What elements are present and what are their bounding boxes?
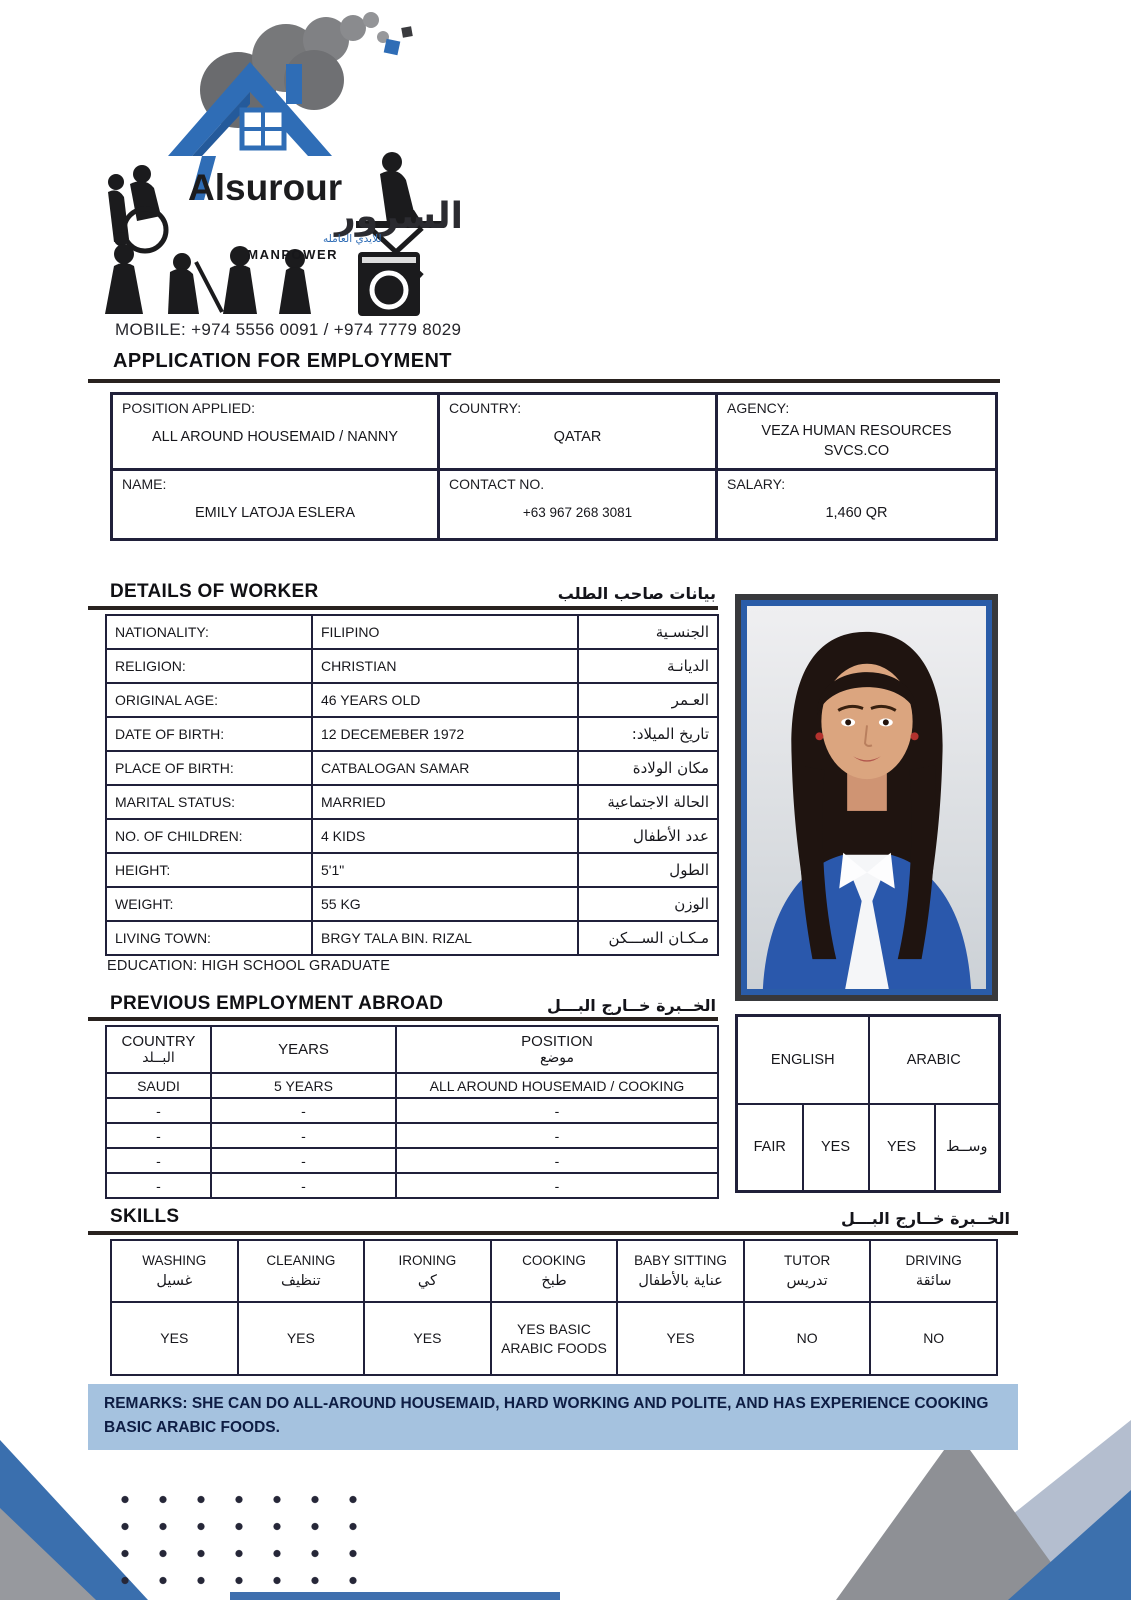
skill-value: NO	[744, 1302, 871, 1375]
skills-title: SKILLS	[110, 1206, 180, 1227]
skills-section-head	[110, 1206, 1010, 1228]
detail-arabic: تاريخ الميلاد:	[578, 717, 718, 751]
details-row	[106, 819, 718, 853]
employment-years: -	[211, 1098, 396, 1123]
detail-arabic: مـكـان الســـكن	[578, 921, 718, 955]
detail-arabic: عدد الأطفال	[578, 819, 718, 853]
employment-header-row	[106, 1026, 718, 1073]
detail-value: CATBALOGAN SAMAR	[312, 751, 578, 785]
contact-label: CONTACT NO.	[449, 476, 545, 492]
employment-position: -	[396, 1123, 718, 1148]
logo-tagline-arabic: للايدي العامله	[323, 233, 382, 245]
earring-icon	[911, 732, 919, 740]
details-row	[106, 717, 718, 751]
employment-position: ALL AROUND HOUSEMAID / COOKING	[396, 1073, 718, 1098]
decor-dots-grid	[100, 1480, 372, 1592]
detail-arabic: مكان الولادة	[578, 751, 718, 785]
detail-label: MARITAL STATUS:	[106, 785, 312, 819]
detail-value: 5'1"	[312, 853, 578, 887]
logo-brand-latin: Alsurour	[188, 167, 343, 208]
detail-label: LIVING TOWN:	[106, 921, 312, 955]
skill-name-en: TUTOR	[783, 1253, 831, 1268]
skills-value-row	[111, 1302, 997, 1375]
name-label: NAME:	[122, 476, 167, 492]
page-title: APPLICATION FOR EMPLOYMENT	[113, 350, 452, 372]
details-title: DETAILS OF WORKER	[110, 581, 319, 602]
salary-cell	[717, 470, 997, 540]
detail-arabic: الديانـة	[578, 649, 718, 683]
decor-strip-blue	[230, 1592, 560, 1600]
english-level: FAIR	[737, 1104, 803, 1192]
skill-name-en: BABY SITTING	[634, 1253, 727, 1268]
position-applied-cell	[112, 394, 439, 470]
detail-value: CHRISTIAN	[312, 649, 578, 683]
skill-name-ar: كي	[417, 1273, 437, 1289]
skill-header	[744, 1240, 871, 1302]
position-applied-value: ALL AROUND HOUSEMAID / NANNY	[151, 429, 398, 445]
detail-value: 46 YEARS OLD	[312, 683, 578, 717]
agency-value: VEZA HUMAN RESOURCES SVCS.CO	[761, 423, 952, 459]
detail-label: PLACE OF BIRTH:	[106, 751, 312, 785]
details-title-arabic: بيانات صاحب الطلب	[557, 584, 716, 603]
detail-value: BRGY TALA BIN. RIZAL	[312, 921, 578, 955]
detail-label: HEIGHT:	[106, 853, 312, 887]
detail-label: NATIONALITY:	[106, 615, 312, 649]
position-header-en: POSITION	[521, 1033, 593, 1050]
employment-divider	[88, 1017, 718, 1021]
detail-arabic: العـمر	[578, 683, 718, 717]
country-cell	[439, 394, 717, 470]
skill-name-ar: عناية بالأطفال	[638, 1273, 723, 1289]
employment-years: 5 YEARS	[211, 1073, 396, 1098]
details-row	[106, 887, 718, 921]
employment-years: -	[211, 1148, 396, 1173]
agency-logo	[90, 4, 480, 322]
name-value: EMILY LATOJA ESLERA	[194, 505, 356, 521]
country-header-en: COUNTRY	[121, 1033, 196, 1050]
employment-title: PREVIOUS EMPLOYMENT ABROAD	[110, 993, 444, 1014]
details-divider	[88, 606, 718, 610]
skill-header	[238, 1240, 365, 1302]
skill-name-en: WASHING	[142, 1253, 207, 1268]
skill-name-ar: طبخ	[541, 1273, 567, 1289]
contact-value: +63 967 268 3081	[522, 505, 633, 520]
employment-country: SAUDI	[106, 1073, 211, 1098]
skill-name-ar: تدريس	[786, 1273, 828, 1289]
english-header: ENGLISH	[737, 1016, 869, 1104]
skills-title-arabic: الخــبرة خــارج البـــل	[841, 1209, 1010, 1228]
languages-value-row	[737, 1104, 1000, 1192]
worker-photo-frame	[735, 594, 998, 1001]
details-row	[106, 751, 718, 785]
employment-table	[105, 1025, 719, 1199]
title-divider	[88, 379, 1000, 383]
employment-position: -	[396, 1098, 718, 1123]
details-row	[106, 649, 718, 683]
details-section-head	[110, 581, 716, 603]
skill-value: YES	[111, 1302, 238, 1375]
employment-row	[106, 1098, 718, 1123]
application-table	[110, 392, 998, 541]
languages-header-row	[737, 1016, 1000, 1104]
detail-label: WEIGHT:	[106, 887, 312, 921]
skill-value: YES	[617, 1302, 744, 1375]
name-cell	[112, 470, 439, 540]
skill-name-en: DRIVING	[905, 1253, 962, 1268]
arabic-yes: YES	[869, 1104, 935, 1192]
employment-position-header	[396, 1026, 718, 1073]
details-row	[106, 615, 718, 649]
skill-name-en: IRONING	[398, 1253, 457, 1268]
details-row	[106, 853, 718, 887]
employment-country: -	[106, 1173, 211, 1198]
skill-name-en: COOKING	[522, 1253, 586, 1268]
mobile-line: MOBILE: +974 5556 0091 / +974 7779 8029	[115, 320, 462, 339]
skill-value: YES BASIC ARABIC FOODS	[491, 1302, 618, 1375]
washing-machine-icon	[358, 252, 420, 316]
employment-years: -	[211, 1173, 396, 1198]
employment-row	[106, 1123, 718, 1148]
employment-country-header	[106, 1026, 211, 1073]
skill-header	[364, 1240, 491, 1302]
skill-header	[617, 1240, 744, 1302]
employment-section-head	[110, 993, 716, 1015]
logo-brand-arabic: السرور	[335, 196, 463, 237]
arabic-header: ARABIC	[869, 1016, 1000, 1104]
position-header-ar: موضع	[539, 1050, 575, 1066]
skill-name-ar: سائقة	[915, 1273, 952, 1289]
skill-name-ar: تنظيف	[280, 1273, 321, 1289]
employment-position: -	[396, 1173, 718, 1198]
employment-country: -	[106, 1148, 211, 1173]
skill-header	[111, 1240, 238, 1302]
skills-header-row	[111, 1240, 997, 1302]
employment-position: -	[396, 1148, 718, 1173]
employment-country: -	[106, 1098, 211, 1123]
arabic-level: وســط	[935, 1104, 1000, 1192]
details-table	[105, 614, 719, 956]
detail-arabic: الجنسـية	[578, 615, 718, 649]
details-row	[106, 785, 718, 819]
skill-value: NO	[870, 1302, 997, 1375]
skill-header	[491, 1240, 618, 1302]
employment-row	[106, 1073, 718, 1098]
agency-label: AGENCY:	[727, 400, 790, 416]
skill-name-ar: غسيل	[156, 1273, 193, 1289]
detail-arabic: الحالة الاجتماعية	[578, 785, 718, 819]
worker-photo	[741, 600, 992, 995]
details-row	[106, 683, 718, 717]
employment-years: -	[211, 1123, 396, 1148]
detail-arabic: الوزن	[578, 887, 718, 921]
detail-label: ORIGINAL AGE:	[106, 683, 312, 717]
detail-value: 4 KIDS	[312, 819, 578, 853]
skill-name-en: CLEANING	[266, 1253, 336, 1268]
country-value: QATAR	[553, 429, 602, 445]
employment-row	[106, 1173, 718, 1198]
english-yes: YES	[803, 1104, 869, 1192]
remarks-banner: REMARKS: SHE CAN DO ALL-AROUND HOUSEMAID, HARD WORKING AND POLITE, AND HAS EXPERIENCE COOKING BASIC ARABIC FOODS.	[88, 1384, 1018, 1450]
details-row	[106, 921, 718, 955]
skills-table	[110, 1239, 998, 1376]
detail-label: DATE OF BIRTH:	[106, 717, 312, 751]
skill-header	[870, 1240, 997, 1302]
earring-icon	[815, 732, 823, 740]
detail-value: MARRIED	[312, 785, 578, 819]
skill-value: YES	[238, 1302, 365, 1375]
years-header: YEARS	[278, 1041, 329, 1058]
detail-arabic: الطول	[578, 853, 718, 887]
country-label: COUNTRY:	[449, 400, 522, 416]
logo-manpower-label: MANPOWER	[247, 247, 338, 262]
skills-divider	[88, 1231, 1018, 1235]
position-applied-label: POSITION APPLIED:	[122, 400, 256, 416]
detail-value: FILIPINO	[312, 615, 578, 649]
detail-label: RELIGION:	[106, 649, 312, 683]
detail-value: 12 DECEMEBER 1972	[312, 717, 578, 751]
contact-cell	[439, 470, 717, 540]
employment-title-arabic: الخــبرة خــارج البـــل	[547, 996, 716, 1015]
employment-row	[106, 1148, 718, 1173]
worker-portrait-illustration	[747, 606, 986, 989]
detail-label: NO. OF CHILDREN:	[106, 819, 312, 853]
salary-value: 1,460 QR	[825, 505, 888, 521]
country-header-ar: البــلد	[142, 1050, 175, 1066]
salary-label: SALARY:	[727, 476, 786, 492]
employment-years-header	[211, 1026, 396, 1073]
detail-value: 55 KG	[312, 887, 578, 921]
education-line: EDUCATION: HIGH SCHOOL GRADUATE	[107, 958, 391, 974]
languages-table	[735, 1014, 1001, 1193]
skill-value: YES	[364, 1302, 491, 1375]
agency-cell	[717, 394, 997, 470]
employment-country: -	[106, 1123, 211, 1148]
